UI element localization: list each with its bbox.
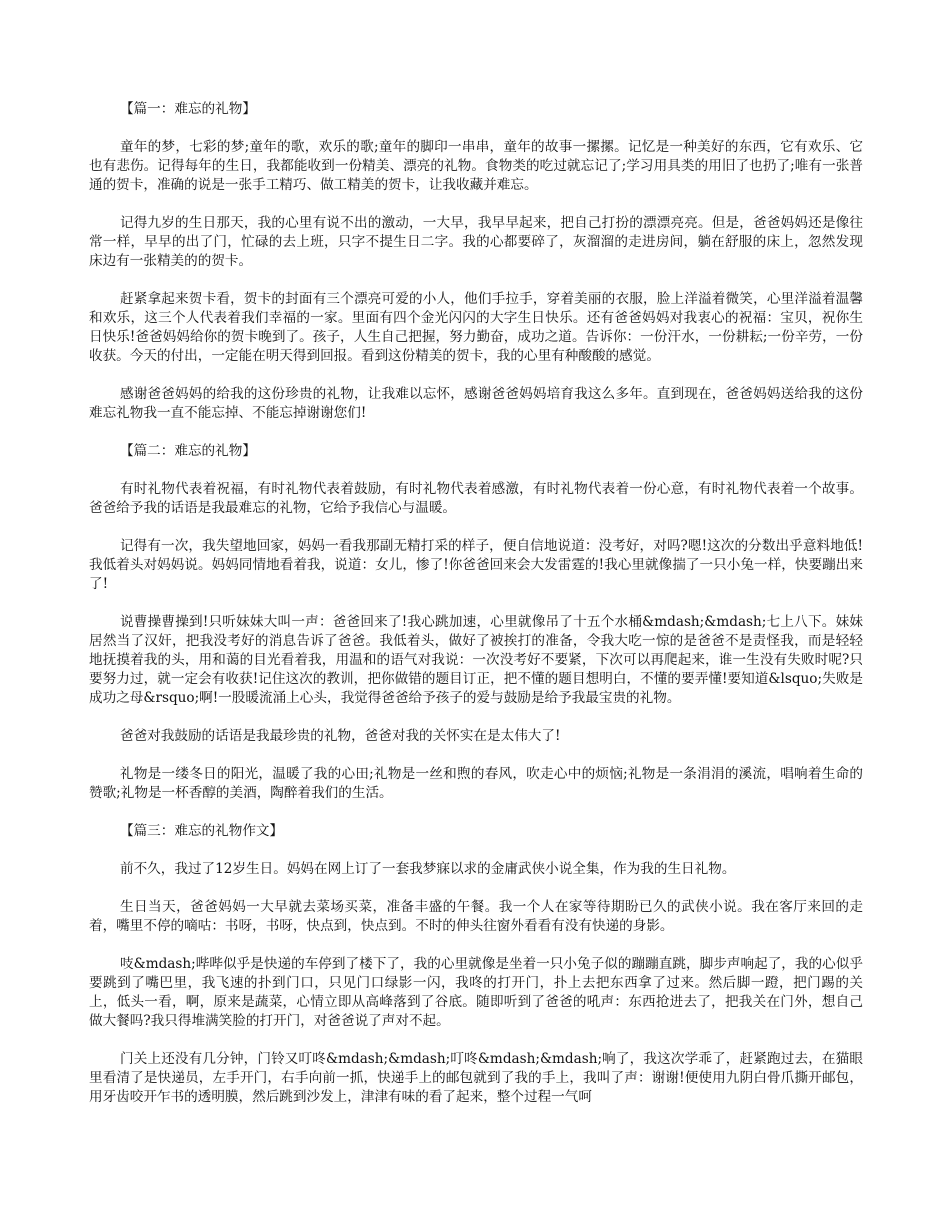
paragraph: 生日当天，爸爸妈妈一大早就去菜场买菜，准备丰盛的午餐。我一个人在家等待期盼已久的武侠小说。我在客厅来回的走着，嘴里不停的嘀咕：书呀，书呀，快点到，快点到。不时的伸头往窗外看看有没有快递的身影。: [89, 899, 863, 934]
paragraph: 记得有一次，我失望地回家，妈妈一看我那副无精打采的样子，便自信地说道：没考好，对吗?嗯!这次的分数出乎意料地低!我低着头对妈妈说。妈妈同情地看着我，说道：女儿，惨了!你爸爸回来会大发雷霆的!我心里就像揣了一只小兔一样，快要蹦出来了!: [89, 538, 863, 592]
document-body: [89, 100, 863, 1126]
paragraph: 礼物是一缕冬日的阳光，温暖了我的心田;礼物是一丝和煦的春风，吹走心中的烦恼;礼物是一条涓涓的溪流，唱响着生命的赞歌;礼物是一杯香醇的美酒，陶醉着我们的生活。: [89, 766, 863, 801]
paragraph: 爸爸对我鼓励的话语是我最珍贵的礼物，爸爸对我的关怀实在是太伟大了!: [120, 728, 561, 744]
paragraph: 感谢爸爸妈妈的给我的这份珍贵的礼物，让我难以忘怀，感谢爸爸妈妈培育我这么多年。直到现在，爸爸妈妈送给我的这份难忘礼物我一直不能忘掉、不能忘掉谢谢您们!: [89, 386, 863, 421]
paragraph: 有时礼物代表着祝福，有时礼物代表着鼓励，有时礼物代表着感激，有时礼物代表着一份心意，有时礼物代表着一个故事。爸爸给予我的话语是我最难忘的礼物，它给予我信心与温暖。: [89, 481, 863, 516]
paragraph: 说曹操曹操到!只听妹妹大叫一声：爸爸回来了!我心跳加速，心里就像吊了十五个水桶&mdash;&mdash;七上八下。妹妹居然当了汉奸，把我没考好的消息告诉了爸爸。我低着头，做好了被挨打的准备，令我大吃一惊的是爸爸不是责怪我，而是轻轻地抚摸着我的头，用和蔼的目光看着我，用温和的语气对我说：一次没考好不要紧，下次可以再爬起来，谁一生没有失败时呢?只要努力过，就一定会有收获!记住这次的教训，把你做错的题目订正，把不懂的题目想明白，不懂的要弄懂!要知道&lsquo;失败是成功之母&rsquo;啊!一股暖流涌上心头，我觉得爸爸给予孩子的爱与鼓励是给予我最宝贵的礼物。: [89, 614, 863, 706]
section-heading: 【篇二：难忘的礼物】: [120, 443, 256, 459]
paragraph: 童年的梦，七彩的梦;童年的歌，欢乐的歌;童年的脚印一串串，童年的故事一摞摞。记忆是一种美好的东西，它有欢乐、它也有悲伤。记得每年的生日，我都能收到一份精美、漂亮的礼物。食物类的吃过就忘记了;学习用具类的用旧了也扔了;唯有一张普通的贺卡，准确的说是一张手工精巧、做工精美的贺卡，让我收藏并难忘。: [89, 139, 863, 193]
paragraph: 记得九岁的生日那天，我的心里有说不出的激动，一大早，我早早起来，把自己打扮的漂漂亮亮。但是，爸爸妈妈还是像往常一样，早早的出了门，忙碌的去上班，只字不提生日二字。我的心都要碎了，灰溜溜的走进房间，躺在舒服的床上，忽然发现床边有一张精美的的贺卡。: [89, 215, 863, 269]
section-heading: 【篇三：难忘的礼物作文】: [120, 823, 284, 839]
paragraph: 前不久，我过了12岁生日。妈妈在网上订了一套我梦寐以求的金庸武侠小说全集，作为我的生日礼物。: [120, 861, 736, 877]
paragraph: 赶紧拿起来贺卡看，贺卡的封面有三个漂亮可爱的小人，他们手拉手，穿着美丽的衣服，脸上洋溢着微笑，心里洋溢着温馨和欢乐，这三个人代表着我们幸福的一家。里面有四个金光闪闪的大字生日快乐。还有爸爸妈妈对我衷心的祝福：宝贝，祝你生日快乐!爸爸妈妈给你的贺卡晚到了。孩子，人生自己把握，努力勤奋，成功之道。告诉你：一份汗水，一份耕耘;一份辛劳，一份收获。今天的付出，一定能在明天得到回报。看到这份精美的贺卡，我的心里有种酸酸的感觉。: [89, 291, 863, 364]
paragraph: 门关上还没有几分钟，门铃又叮咚&mdash;&mdash;叮咚&mdash;&mdash;响了，我这次学乖了，赶紧跑过去，在猫眼里看清了是快递员，左手开门，右手向前一抓，快递手上的邮包就到了我的手上，我叫了声：谢谢!便使用九阴白骨爪撕开邮包，用牙齿咬开乍书的透明膜，然后跳到沙发上，津津有味的看了起来，整个过程一气呵: [89, 1051, 863, 1105]
paragraph: 吱&mdash;哔哔似乎是快递的车停到了楼下了，我的心里就像是坐着一只小兔子似的蹦蹦直跳，脚步声响起了，我的心似乎要跳到了嘴巴里，我飞速的扑到门口，只见门口绿影一闪，我咚的打开门，扑上去把东西拿了过来。然后脚一蹬，把门踢的关上，低头一看，啊，原来是蔬菜，心情立即从高峰落到了谷底。随即听到了爸爸的吼声：东西抢进去了，把我关在门外，想自己做大餐吗?我只得堆满笑脸的打开门，对爸爸说了声对不起。: [89, 956, 863, 1029]
section-heading: 【篇一：难忘的礼物】: [120, 101, 256, 117]
